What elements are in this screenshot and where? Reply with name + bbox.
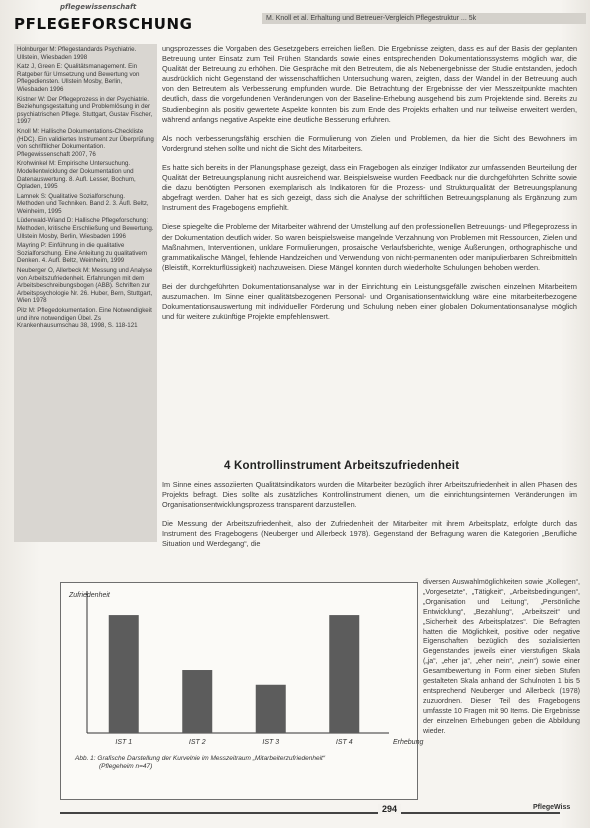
x-axis-label: Erhebung — [393, 739, 424, 746]
page-header — [0, 0, 590, 40]
body-paragraph: ungsprozesses die Vorgaben des Gesetzgebers erreichen ließen. Die Ergebnisse zeigten, dass es auf der Basis der geplanten Betreuung unter Einsatz zum Teil Frühen Standards sowie eines entsprechenden Dokumentationssystems möglich war, die Qualität der Betreuung zu erhöhen. Die Gespräche mit den Betreutem, die als Nebenergebnisse der Studie entstanden, jedoch ausdrücklich nicht Gegenstand der wissenschaftlichen Untersuchung waren, zeigten, dass der Wandel in der Betreuung auch von den Betreutem als Verbesserung empfunden wurde. Die Betrachtung der Ergebnisse der vier Messzeitpunkte machten deutlich, dass die vorgefundenen Veränderungen von der Baseline-Erhebung ausgehend bis zum Projektende sind. Bereits zu Studienbeginn als positiv gewertete Aspekte konnten bis zum Ende des Projekts erhalten und nur teilweise erweitert werden, während anfangs negative Aspekte eine deutliche Besserung erfuhren. — [162, 44, 577, 124]
body-paragraph: Bei der durchgeführten Dokumentationsanalyse war in der Einrichtung ein Leistungsgefälle zwischen einzelnen Mitarbeitern auszumachen. Im Sinne einer qualitätsbezogenen Personal- und Organisationsentwicklung wäre eine mitarbeiterbezogene Dokumentationsauswertung mit individueller Förderung und Schulung neben einer globalen Dokumentationsanalyse möglich und für weitere zukünftige Projekte empfehlenswert. — [162, 281, 577, 322]
chart-bar — [256, 685, 286, 733]
running-head: M. Knoll et al. Erhaltung und Betreuer-Vergleich Pflegestruktur ... 5k — [262, 13, 586, 24]
reference-item: Mayring P: Einführung in die qualitative Sozialforschung. Eine Anleitung zu qualitativem Denken. 4. Aufl. Beltz, Weinheim, 1999 — [17, 242, 148, 265]
references-column — [14, 44, 157, 542]
x-tick-label: IST 3 — [262, 739, 280, 746]
x-tick-label: IST 4 — [335, 739, 353, 746]
chart-bar — [182, 670, 212, 733]
caption-subtext: (Pflegeheim n=47) — [99, 763, 153, 770]
reference-item: Knoll M: Hallische Dokumentations-Checkliste (HDC). Ein validiertes Instrument zur Überprüfung von schriftlicher Dokumentation. Pflegewissenschaft 2007, 76 — [17, 127, 154, 158]
y-axis-label: Zufriedenheit — [69, 592, 110, 599]
bar-chart — [61, 583, 424, 753]
section-heading: 4 Kontrollinstrument Arbeitszufriedenheit — [224, 460, 460, 472]
x-tick-label: IST 1 — [115, 739, 133, 746]
body-paragraph: Als noch verbesserungsfähig erschien die Formulierung von Zielen und Problemen, da hier die Sicht des Bewohners im Vordergrund stehen sollte und nicht die Sicht des Mitarbeiters. — [162, 133, 577, 153]
reference-item: Holnburger M: Pflegestandards Psychiatrie. Ullstein, Wiesbaden 1998 — [17, 46, 137, 61]
page-number: 294 — [378, 804, 401, 814]
body-paragraph: Im Sinne eines assoziierten Qualitätsindikators wurden die Mitarbeiter bezüglich ihrer Arbeitszufriedenheit in allen Phasen des Projekts befragt. Dies sollte als zusätzliches Kontrollinstrument dienen, um die einrichtungsinternen Veränderungen im Organisationsentwicklungsprozess transparent darzustellen. — [162, 480, 577, 510]
figure-side-text — [423, 578, 580, 808]
x-tick-label: IST 2 — [188, 739, 206, 746]
reference-item: Kistner W: Der Pflegeprozess in der Psychiatrie. Beziehungsgestaltung und Problemlösung in der psychiatrischen Pflege. Stuttgart, Gustav Fischer, 1997 — [17, 95, 153, 126]
footer-journal: PflegeWiss — [530, 804, 570, 811]
section-body — [162, 480, 577, 559]
body-paragraph: Diese spiegelte die Probleme der Mitarbeiter während der Umstellung auf den professionellen Betreuungs- und Pflegeprozess in der Dokumentation deutlich wider. So waren beispielsweise mangelnde Verzahnung von Problemen mit Ressourcen, Zielen und Maßnahmen, Interventionen, unklare Formulierungen, prosaische Verlaufsberichte, wenige Äußerungen, orthographische und grammatikalische Mängel, fehlende Handzeichen und Verwendung von nicht-permanenten oder manipulierbaren Schreibmitteln (Bleistift, Korrekturflüssigkeit) nachzuweisen. Diese Mängel konnten durch wiederholte Schulungen behoben werden. — [162, 222, 577, 272]
body-paragraph: Es hatte sich bereits in der Planungsphase gezeigt, dass ein Fragebogen als einziger Indikator zur umfassenden Beurteilung der Qualität der Betreuungsplanung nicht ausreichend war. Beispielsweise wurden Feedback nur die durchgeführten Schritte sowie die dazu benötigten Personen exemplarisch als Indikatoren für die Prozess- und Strukturqualität der Betreuungsplanung abgefragt werden. Daher hat es sich gezeigt, dass sich die Analyse der schriftlichen Betreuungsplanung als Ergänzung zum Instrument des Fragebogens empfiehlt. — [162, 162, 577, 213]
journal-title: PFLEGEFORSCHUNG — [14, 15, 193, 33]
body-paragraph: Die Messung der Arbeitszufriedenheit, also der Zufriedenheit der Mitarbeiter mit ihrem Arbeitsplatz, erfolgte durch das Instrument des Fragebogens (Neuberger und Allerbeck 1978). Gegenstand der Befragung waren die Kategorien „Berufliche Situation und Werdegang“, die — [162, 519, 577, 549]
journal-subtitle: pflegewissenschaft — [60, 3, 137, 11]
reference-item: Lüderwald-Wiand D: Hallische Pflegeforschung: Methoden, kritische Erschließung und Bewertung. Ullstein Mosby, Berlin, Wiesbaden 1996 — [17, 217, 154, 240]
reference-item: Katz J, Green E: Qualitätsmanagement. Ein Ratgeber für Umsetzung und Bewertung von Pflegediensten. Ullstein Mosby, Berlin, Wiesbaden 1996 — [17, 63, 140, 93]
reference-item: Pilz M: Pflegedokumentation. Eine Notwendigkeit und ihre notwendigen Übel. Zs Krankenhausumschau 38, 1998, S. 118-121 — [17, 307, 152, 330]
body-paragraph: diversen Auswahlmöglichkeiten sowie „Kollegen“, „Vorgesetzte“, „Tätigkeit“, „Arbeitsbedingungen“, „Organisation und Leitung“, „Persönliche Entwicklung“, „Bezahlung“, „Arbeitszeit“ und „Sicherheit des Arbeitsplatzes“. Die Befragten hatten die Möglichkeit, positive oder negative Eigenschaften bezüglich des sozialisierten Gegenstandes jeweils einer vierstufigen Skala („ja“, „eher ja“, „eher nein“, „nein“) sowie einer Gesamtbewertung in Form einer sieben Stufen gestalteten Skala anhand der Schulnoten 1 bis 5 entsprechend Neuberger und Allerbeck (1978) zuzuordnen. Dieser Teil des Fragebogens umfasste 10 Fragen mit 90 Items. Die Ergebnisse der einzelnen Erhebungen geben die Abbildung wieder. — [423, 578, 580, 735]
reference-item: Neuberger O, Allerbeck M: Messung und Analyse von Arbeitszufriedenheit. Erfahrungen mit dem Arbeitsbeschreibungsbogen (ABB). Schriften zur Arbeitspsychologie Nr. 26. Huber, Bern, Stuttgart, Wien 1978 — [17, 267, 153, 305]
chart-bar — [109, 615, 139, 733]
caption-text: Abb. 1: Grafische Darstellung der Kurvelnie im Messzeitraum „Mitarbeiterzufriedenheit“ — [75, 755, 325, 762]
figure-caption — [75, 755, 405, 771]
footer-rule — [60, 812, 560, 814]
reference-item: Lamnek S: Qualitative Sozialforschung. Methoden und Techniken. Band 2. 3. Aufl. Beltz, Weinheim, 1995 — [17, 192, 149, 215]
chart-bar — [329, 615, 359, 733]
figure-box — [60, 582, 424, 800]
reference-item: Krohwinkel M: Empirische Untersuchung. Modellentwicklung der Dokumentation und Datenauswertung. 8. Aufl. Lesser, Bochum, Opladen, 1995 — [17, 160, 136, 191]
